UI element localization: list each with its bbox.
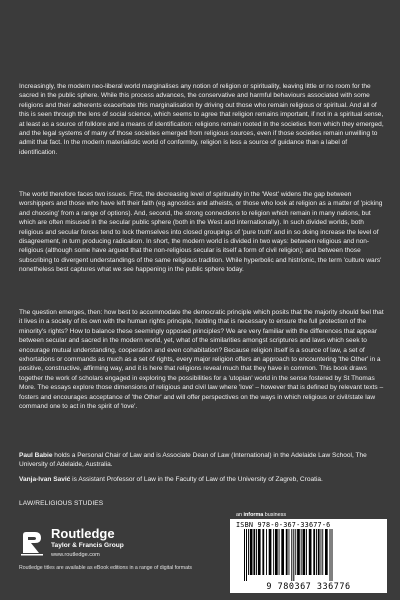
barcode-bar [253,529,255,575]
barcode-bar [332,529,333,581]
barcode-bar [306,529,307,575]
barcode-bar [318,529,320,575]
isbn-barcode [230,519,387,593]
barcode-bar [266,529,267,575]
barcode-bar [250,529,253,575]
barcode-bar [273,529,274,575]
routledge-logo-icon [19,529,47,557]
barcode-bars [232,529,385,581]
barcode-bar [275,529,278,575]
barcode-bar [246,529,247,581]
barcode-bar [248,529,249,575]
author-bio-1 [19,451,384,470]
barcode-bar [291,529,292,581]
author-bio-text: is Assistant Professor of Law in the Faculty of Law of the University of Zagreb, Croatia. [70,476,323,483]
blurb-paragraph-3 [19,308,384,411]
barcode-bar [330,529,331,581]
barcode-bar [258,529,261,575]
barcode-bar [322,529,323,575]
author-name: Paul Babie [19,452,53,459]
barcode-bar [286,529,288,575]
isbn-label: ISBN 978-0-367-33677-6 [236,521,331,529]
barcode-digits: 9 780367 336776 [266,582,351,592]
publisher-group: Taylor & Francis Group [51,542,124,549]
imprint-suffix: business [263,512,287,518]
barcode-bar [244,529,245,581]
blurb-text: The question emerges, then: how best to accommodate the democratic principle which posits that the majority should feel that it lives in a society of its own with the human rights principle, holding that is necessary to ensure the full protection of the minority's rights? How to balance these seemingly opposed principles? We are very familiar with the differences that appear between secular and sacred in the modern world, yet, what of the similarities amongst scriptures and laws which seek to encourage mutual understanding, cooperation and even cohabitation? Because religion itself is a source of law, a set of exhortations or commands as much as a set of rights, every major religion offers an approach to encountering 'the Other' in a positive, constructive, affirming way, and it is here that religions reveal much that they have in common. This book draws together the work of scholars engaged in exploring the possibilities for a 'utopian' world in the sense fostered by St Thomas More. The essays explore those dimensions of religious and civil law where 'love' – however that is defined by relevant texts – fosters and encourages acceptance of 'the Other' and will offer perspectives on the ways in which religious or civil/state law command one to act in the spirit of 'love'. [19,309,384,411]
author-bio-text: holds a Personal Chair of Law and is Associate Dean of Law (International) in the Adelaide Law School, The University of Adelaide, Australia. [19,452,367,469]
barcode-bar [309,529,312,575]
barcode-bar [256,529,257,575]
barcode-bar [313,529,315,575]
imprint-prefix: an [236,512,244,518]
barcode-bar [269,529,272,575]
barcode-bar [321,529,322,575]
barcode-bar [325,529,328,575]
blurb-text: Increasingly, the modern neo-liberal world marginalises any notion of religion or spirituality, leaving little or no room for the sacred in the public sphere. While this process advances, the conservative and harmful behaviours associated with some religions and their adherents exacerbate this marginalisation by driving out those who remain religious or spiritual. And all of this is seen through the lens of social science, which seems to agree that religion remains important, if not in a spiritual sense, at least as a source of folklore and a means of identification: religions remain rooted in the societies from which they emerged, and the legal systems of many of those societies emerged from religious sources, even if those societies remain unwilling to admit that fact. In the modern materialistic world of conformity, religion is less a source of guidance than a label of identification. [19,83,384,156]
blurb-paragraph-1 [19,82,384,157]
publisher-name: Routledge [51,526,115,541]
publisher-url[interactable]: www.routledge.com [51,552,100,558]
barcode-bar [262,529,264,575]
barcode-bar [289,529,290,575]
author-bio-2 [19,475,384,484]
blurb-text: The world therefore faces two issues. First, the decreasing level of spirituality in the 'West' widens the gap between worshippers and those who have left their faith (eg agnostics and atheists, or those who look at religion as a matter of 'picking and choosing' from a range of options). And, second, the strong connections to religion which remain in many nations, but which are often misused in the secular public sphere (both in the West and internationally). In such divided worlds, both religious and secular forces tend to lock themselves into closed groupings of 'pure truth' and in so doing increase the level of disagreement, in turn producing radicalism. In short, the modern world is divided in two ways: between religious and non-religious (although some have argued that the non-religious secular is itself a form of civil religion); and between those subscribing to divergent understandings of the same religious tradition. While hyperbolic and histrionic, the term 'culture wars' nonetheless best captures what we see happening in the public sphere today. [19,191,383,274]
imprint-brand: informa [243,512,264,518]
barcode-bar [295,529,296,575]
barcode-bar [316,529,317,575]
barcode-bar [303,529,306,575]
barcode-bar [293,529,294,581]
blurb-paragraph-2 [19,190,384,275]
barcode-bar [281,529,284,575]
subject-category: LAW/RELIGIOUS STUDIES [19,500,104,507]
barcode-bar [297,529,300,575]
informa-imprint [236,512,286,518]
barcode-bar [301,529,302,575]
ebook-note: Routledge titles are available as eBook editions in a range of digital formats [19,565,193,571]
author-name: Vanja-Ivan Savić [19,476,71,483]
barcode-bar [279,529,280,575]
